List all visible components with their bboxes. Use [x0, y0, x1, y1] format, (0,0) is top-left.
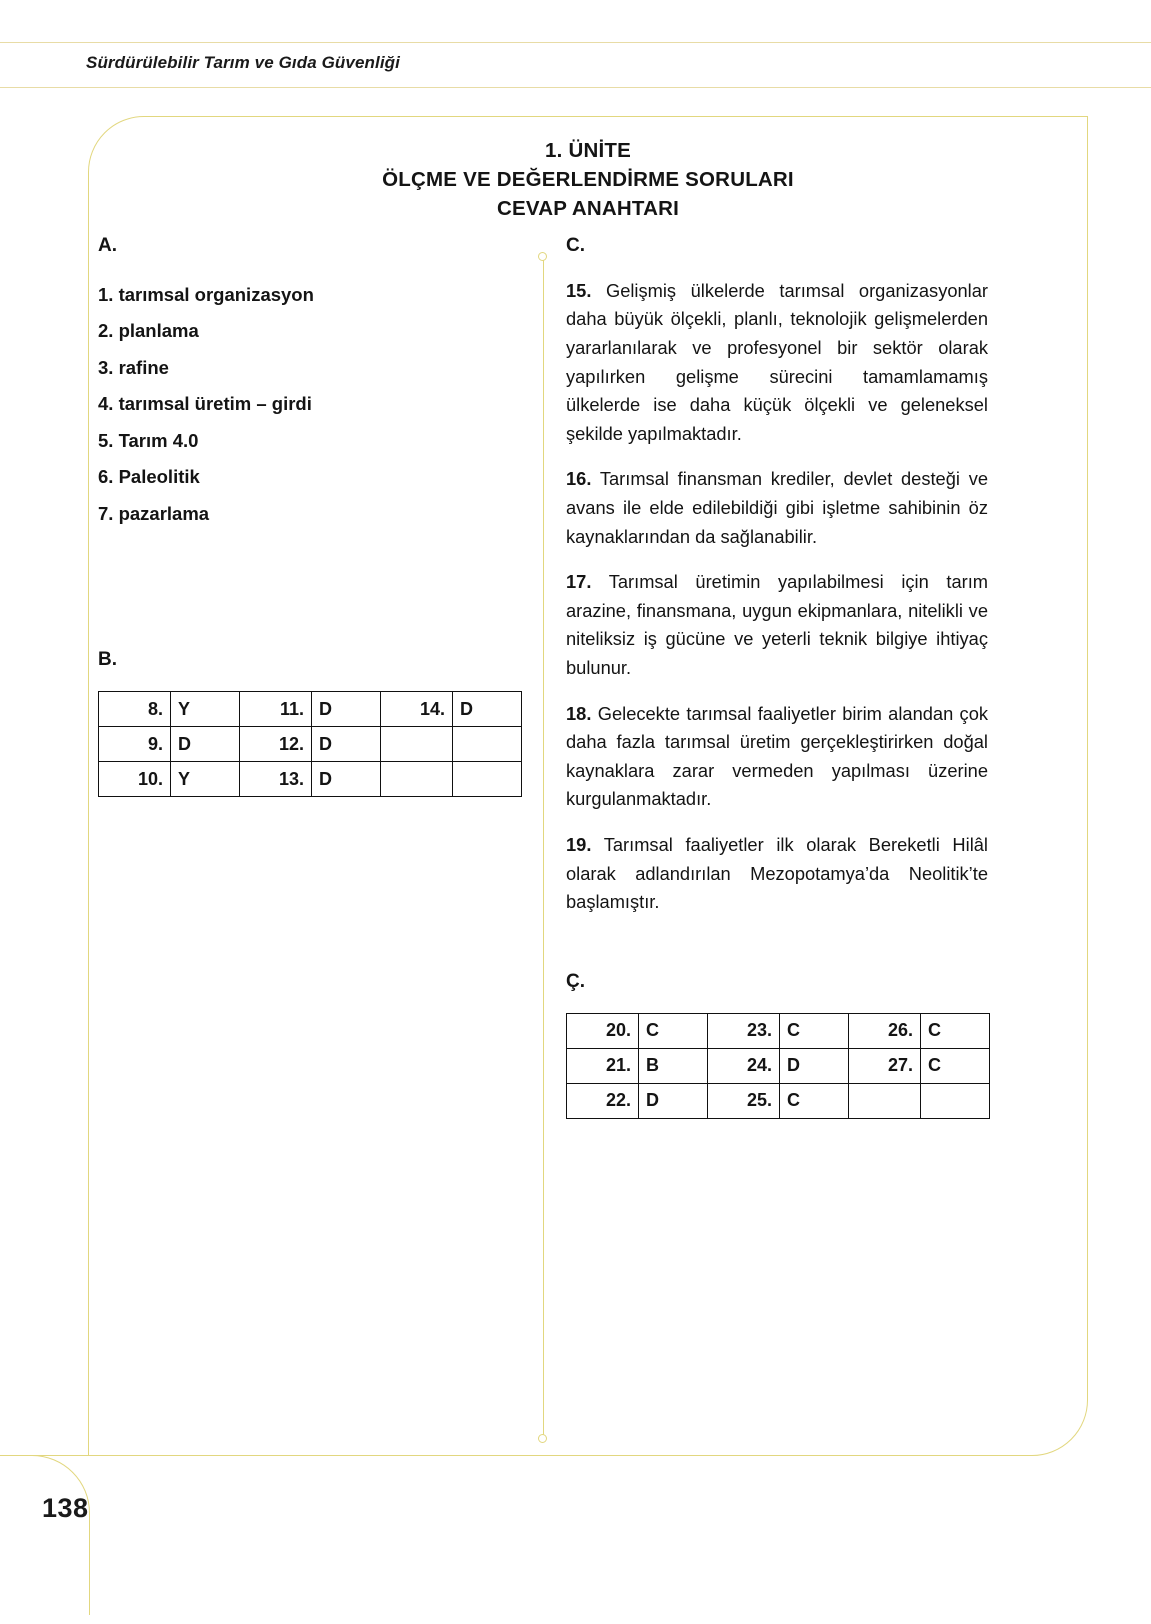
title-line-questions: ÖLÇME VE DEĞERLENDİRME SORULARI [382, 168, 794, 191]
table-cell-number: 14. [381, 692, 453, 727]
table-row [567, 1048, 990, 1083]
table-cell-number: 25. [708, 1083, 780, 1118]
section-spacer [566, 934, 988, 972]
list-item: 1. tarımsal organizasyon [98, 283, 314, 305]
table-row [567, 1083, 990, 1118]
list-item: 4. tarımsal üretim – girdi [98, 393, 312, 415]
answer-number: 16. [566, 468, 592, 490]
answer-number: 18. [566, 702, 592, 724]
table-cell-number: 12. [240, 727, 312, 762]
section-a-list [98, 277, 528, 533]
list-item: 7. pazarlama [98, 502, 210, 524]
table-cell-number: 11. [240, 692, 312, 727]
list-item: 2. planlama [98, 320, 199, 342]
section-cc-answer-table [566, 1013, 990, 1119]
table-cell-answer: D [171, 727, 240, 762]
section-b-letter: B. [98, 649, 117, 671]
table-cell-answer [453, 727, 522, 762]
table-cell-number: 22. [567, 1083, 639, 1118]
title-line-answerkey: CEVAP ANAHTARI [497, 197, 679, 220]
table-cell-answer: D [453, 692, 522, 727]
table-cell-number [381, 762, 453, 797]
table-row [99, 727, 522, 762]
page-number-area [0, 1455, 150, 1575]
table-row [99, 692, 522, 727]
answer-text: Gelişmiş ülkelerde tarımsal organizasyonlar daha büyük ölçekli, planlı, teknolojik gelişmelerden yararlanılarak ve profesyonel bir sektör olarak yapılırken gelişme sürecini tamamlamamış ülkelerde ise daha küçük ölçekli ve geleneksel şekilde yapılmaktadır. [566, 279, 988, 444]
table-cell-number: 9. [99, 727, 171, 762]
answer-paragraph [566, 831, 988, 917]
table-cell-answer: C [921, 1048, 990, 1083]
answer-number: 15. [566, 279, 592, 301]
table-cell-answer: D [639, 1083, 708, 1118]
page-number: 138 [42, 1493, 89, 1523]
table-cell-answer: D [312, 727, 381, 762]
table-cell-answer: C [639, 1013, 708, 1048]
list-item: 3. rafine [98, 356, 169, 378]
answer-text: Tarımsal üretimin yapılabilmesi için tarım arazine, finansmana, uygun ekipmanlara, nitelikli ve niteliksiz iş gücüne ve yeterli teknik bilgiye ihtiyaç bulunur. [566, 571, 989, 679]
answer-paragraph [566, 465, 988, 551]
table-row [99, 762, 522, 797]
table-cell-answer: D [312, 692, 381, 727]
table-cell-answer: C [780, 1083, 849, 1118]
table-cell-answer: Y [171, 762, 240, 797]
running-header-title: Sürdürülebilir Tarım ve Gıda Güvenliği [86, 53, 400, 72]
title-line-unit: 1. ÜNİTE [545, 139, 631, 162]
running-header [0, 42, 1151, 88]
table-cell-number: 13. [240, 762, 312, 797]
page-number-curve [0, 1455, 90, 1615]
list-item: 5. Tarım 4.0 [98, 429, 199, 451]
table-cell-answer: C [780, 1013, 849, 1048]
answer-text: Tarımsal finansman krediler, devlet desteği ve avans ile elde edilebildiği gibi işletme sahibinin öz kaynaklarından da sağlanabilir. [566, 468, 989, 547]
table-cell-number [849, 1083, 921, 1118]
section-b-answer-table [98, 691, 522, 797]
table-cell-number: 21. [567, 1048, 639, 1083]
table-cell-answer: D [780, 1048, 849, 1083]
answer-paragraph [566, 277, 988, 449]
answer-text: Tarımsal faaliyetler ilk olarak Bereketli Hilâl olarak adlandırılan Mezopotamya’da Neolitik’te başlamıştır. [566, 833, 988, 913]
left-column [98, 236, 528, 797]
table-cell-answer [453, 762, 522, 797]
page-title [88, 136, 1088, 223]
table-cell-number: 8. [99, 692, 171, 727]
table-cell-number: 26. [849, 1013, 921, 1048]
table-cell-answer: C [921, 1013, 990, 1048]
section-c-letter: C. [566, 235, 585, 256]
table-cell-answer: B [639, 1048, 708, 1083]
list-item: 6. Paleolitik [98, 466, 200, 488]
table-cell-answer: Y [171, 692, 240, 727]
answer-paragraph [566, 700, 988, 814]
table-cell-answer [921, 1083, 990, 1118]
section-a-letter: A. [98, 235, 117, 256]
table-cell-number: 27. [849, 1048, 921, 1083]
table-cell-number: 20. [567, 1013, 639, 1048]
section-spacer [98, 532, 528, 650]
table-cell-answer: D [312, 762, 381, 797]
section-cc-letter: Ç. [566, 970, 585, 992]
column-divider [543, 258, 544, 1438]
divider-dot-top-icon [538, 252, 547, 261]
table-row [567, 1013, 990, 1048]
answer-number: 17. [566, 571, 592, 593]
table-cell-number: 23. [708, 1013, 780, 1048]
right-column [566, 236, 988, 1119]
table-cell-number [381, 727, 453, 762]
answer-paragraph [566, 568, 988, 682]
answer-number: 19. [566, 833, 592, 855]
answer-text: Gelecekte tarımsal faaliyetler birim alandan çok daha fazla tarımsal üretim gerçekleştirirken doğal kaynaklara zarar vermeden yapılması üzerine kurgulanmaktadır. [566, 702, 988, 810]
table-cell-number: 10. [99, 762, 171, 797]
table-cell-number: 24. [708, 1048, 780, 1083]
divider-dot-bottom-icon [538, 1434, 547, 1443]
